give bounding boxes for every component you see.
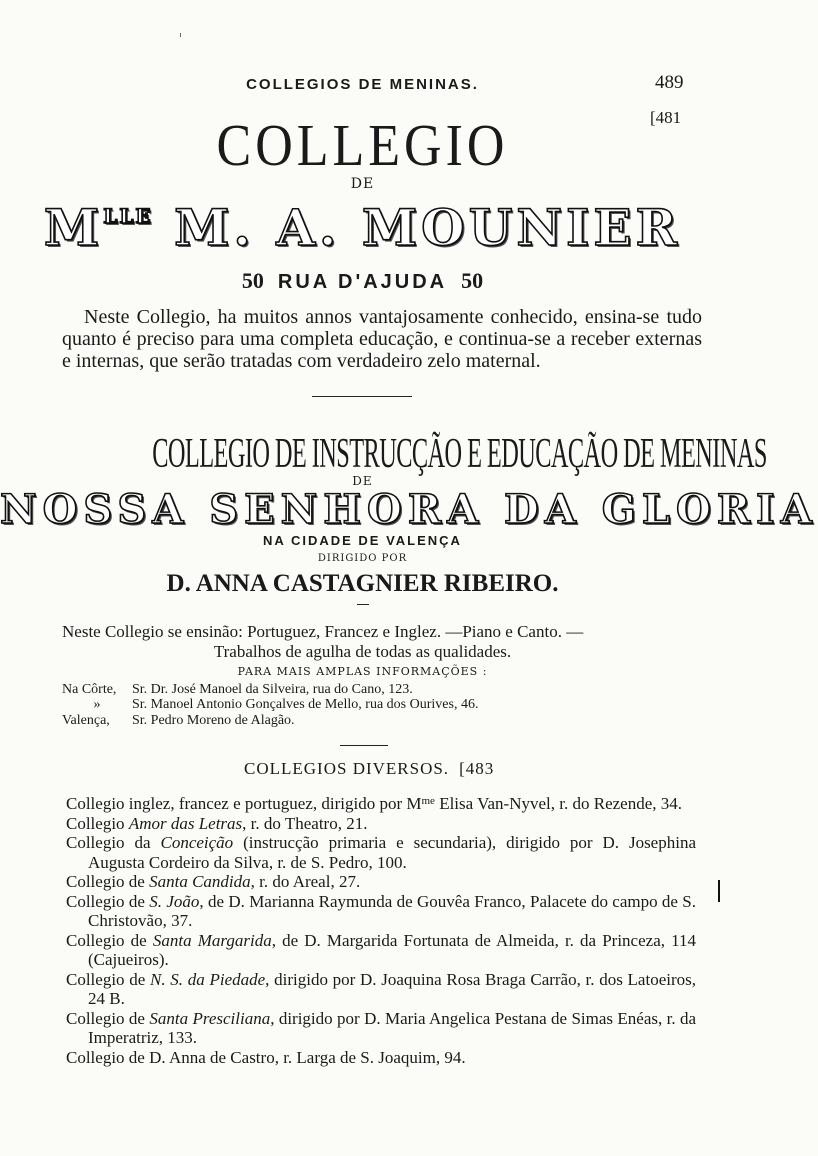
entry-text: Collegio de D. Anna de Castro, r. Larga de S. Joaquim, 94. [66, 1047, 466, 1067]
contact-text: Sr. Manoel Antonio Gonçalves de Mello, rua dos Ourives, 46. [132, 697, 479, 712]
college-location: NA CIDADE DE VALENÇA [263, 533, 462, 548]
more-info-heading: PARA MAIS AMPLAS INFORMAÇÕES : [237, 665, 488, 678]
list-item [66, 872, 696, 892]
contact-line [62, 713, 295, 729]
running-title: COLLEGIOS DE MENINAS. [246, 76, 479, 93]
college-description: Neste Collegio, ha muitos annos vantajosamente conhecido, ensina-se tudo quanto é preciso para uma completa educação, e continua-se a receber externas e internas, que serão tratadas com verdadeiro zelo maternal. [62, 306, 702, 372]
list-item [66, 1048, 696, 1068]
section-heading [244, 759, 494, 779]
de-label-2: DE [352, 474, 373, 488]
entry-college-name: S. João [149, 891, 200, 911]
college-2-title: COLLEGIO DE INSTRUCÇÃO E EDUCAÇÃO DE MENINAS [152, 431, 767, 477]
list-item [66, 970, 696, 1009]
entry-college-name: Santa Presciliana [149, 1008, 271, 1028]
ornamental-name [0, 198, 725, 257]
entry-text: Collegio de [66, 872, 150, 891]
entry-text: , r. do Areal, 27. [250, 872, 361, 891]
ornamental-name-2: NOSSA SENHORA DA GLORIA [0, 486, 818, 533]
contact-place: » [93, 697, 101, 712]
entry-text: , de D. Margarida Fortunata de Almeida, r. da Princeza, 114 (Cajueiros). [88, 930, 696, 969]
entry-text: , r. do Theatro, 21. [242, 813, 368, 833]
section-ref: [483 [459, 759, 495, 778]
de-label: DE [350, 176, 375, 192]
page-number: 489 [655, 72, 684, 93]
divider [312, 396, 412, 397]
address-number-right: 50 [461, 268, 484, 293]
entry-college-name: Conceição [160, 833, 234, 852]
list-item [66, 833, 696, 872]
address-street: RUA D'AJUDA [277, 271, 448, 293]
list-item [66, 1009, 696, 1048]
short-divider [357, 604, 369, 605]
directed-by-label: DIRIGIDO POR [317, 553, 408, 564]
name-prefix: M [43, 198, 104, 257]
teaching-subjects: Neste Collegio se ensinão: Portuguez, Francez e Inglez. —Piano e Canto. — [62, 622, 584, 641]
contact-text: Sr. Pedro Moreno de Alagão. [132, 713, 295, 728]
entry-college-name: Amor das Letras [128, 813, 243, 833]
entry-text: Collegio de [66, 891, 150, 911]
name-superscript: LLE [103, 204, 153, 228]
page-reference: [481 [650, 108, 682, 127]
entry-text: Collegio de [66, 969, 151, 989]
list-item [66, 814, 696, 834]
entry-text: , dirigido por D. Maria Angelica Pestana de Simas Enéas, r. da Imperatriz, 133. [88, 1008, 696, 1047]
contact-place: Na Côrte, [62, 682, 117, 697]
name-rest: M. A. MOUNIER [174, 198, 682, 257]
entry-college-name: Santa Candida [149, 872, 251, 891]
entry-text: Collegio [66, 813, 129, 833]
entry-college-name: Santa Margarida [152, 930, 272, 950]
director-name: D. ANNA CASTAGNIER RIBEIRO. [166, 570, 559, 597]
print-mark [180, 33, 181, 37]
entry-text: Collegio de [66, 1008, 150, 1028]
college-address [0, 268, 725, 294]
entry-college-name: N. S. da Piedade [150, 969, 266, 989]
entry-text: (instrucção primaria e secundaria), dirigido por D. Josephina Augusta Cordeiro da Silva, r. de S. Pedro, 100. [88, 833, 696, 872]
contact-text: Sr. Dr. José Manoel da Silveira, rua do Cano, 123. [132, 682, 413, 697]
list-item [66, 931, 696, 970]
contact-place: Valença, [62, 713, 110, 728]
contact-line [62, 697, 478, 713]
entry-superscript: me [421, 795, 435, 807]
list-item [66, 892, 696, 931]
list-item [66, 792, 696, 814]
college-title: COLLEGIO [216, 113, 509, 179]
entry-text: Elisa Van-Nyvel, r. do Rezende, 34. [434, 794, 683, 813]
entry-text: , dirigido por D. Joaquina Rosa Braga Carrão, r. dos Latoeiros, 24 B. [88, 969, 696, 1008]
college-list [66, 792, 696, 1067]
section-heading-text: COLLEGIOS DIVERSOS. [244, 759, 450, 778]
entry-text: , de D. Marianna Raymunda de Gouvêa Franco, Palacete do campo de S. Christovão, 37. [88, 891, 696, 930]
contact-line [62, 682, 413, 698]
address-number-left: 50 [241, 268, 264, 293]
entry-text: Collegio da [66, 833, 161, 852]
entry-text: Collegio de [66, 930, 153, 950]
teaching-subjects-cont: Trabalhos de agulha de todas as qualidades. [213, 642, 512, 661]
margin-mark [718, 880, 720, 902]
divider-2 [340, 745, 388, 746]
entry-text: Collegio inglez, francez e portuguez, dirigido por M [66, 794, 422, 813]
